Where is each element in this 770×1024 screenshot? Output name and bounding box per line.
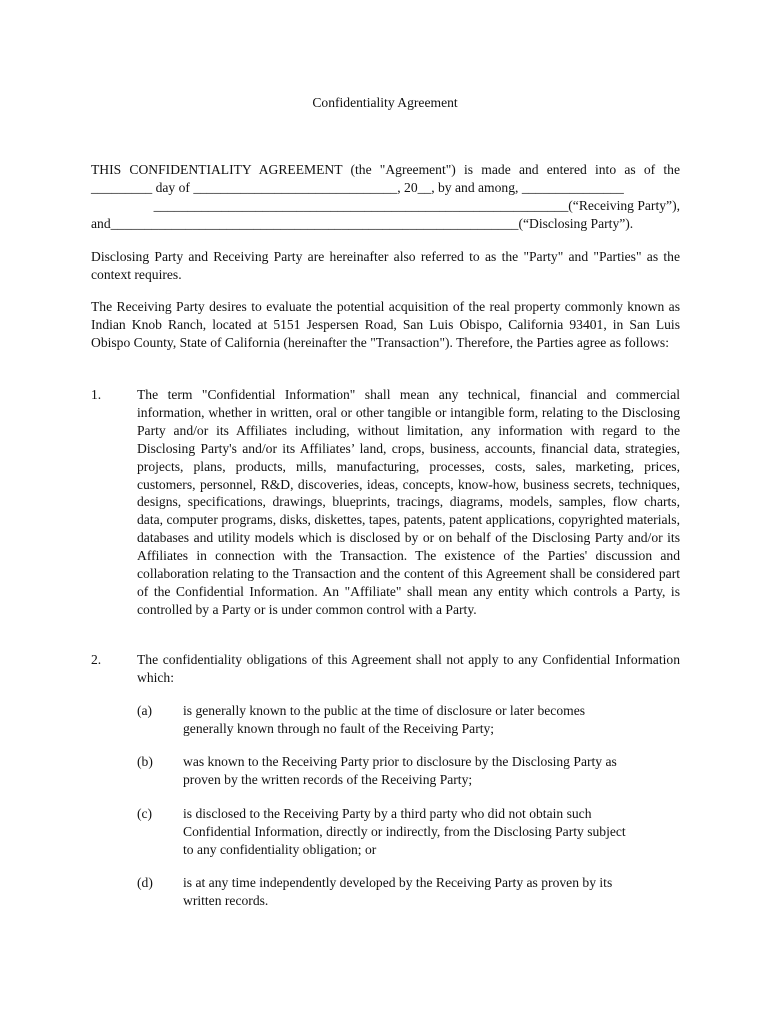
preamble [91,161,680,233]
subclause-line: is disclosed to the Receiving Party by a third party who did not obtain such [183,806,592,821]
document-title: Confidentiality Agreement [312,95,458,110]
clause-text: The confidentiality obligations of this Agreement shall not apply to any Confidential Information which: [137,652,680,685]
clause-text: The term "Confidential Information" shall mean any technical, financial and commercial information, whether in written, oral or other tangible or intangible form, relating to the Disclosing Party and/or its Affiliates including, without limitation, any information with regard to the Disclosing Party's and/or its Affiliates’ land, crops, business, accounts, financial data, strategies, projects, plans, products, mills, manufacturing, processes, costs, sales, marketing, prices, customers, personnel, R&D, discoveries, ideas, concepts, know-how, business secrets, techniques, designs, specifications, drawings, blueprints, tracings, diagrams, models, samples, flow charts, data, computer programs, disks, diskettes, tapes, patents, patent applications, copyrighted materials, databases and utility models which is disclosed by or on behalf of the Disclosing Party and/or its Affiliates in connection with the Transaction. The existence of the Parties' discussion and collaboration relating to the Transaction and the content of this Agreement shall be considered part of the Confidential Information. An "Affiliate" shall mean any entity which controls a Party, is controlled by a Party or is under common control with a Party. [137,387,680,617]
subclause-line: to any confidentiality obligation; or [183,841,377,857]
subclause-line: written records. [183,892,269,908]
clause-number: 2. [91,652,102,667]
subclause-line: is generally known to the public at the time of disclosure or later becomes [183,703,586,718]
subclause-label: (c) [137,806,153,821]
subclause-line: proven by the written records of the Receiving Party; [183,771,473,787]
clause-2 [91,651,680,687]
subclause-b [137,753,680,789]
subclause-label: (d) [137,875,153,890]
preamble-line-2: _________ day of ______________________________, 20__, by and among, _______________ [91,179,624,195]
subclause-line: was known to the Receiving Party prior to disclosure by the Disclosing Party as [183,754,617,769]
subclause-line: generally known through no fault of the Receiving Party; [183,720,495,736]
preamble-line-1: THIS CONFIDENTIALITY AGREEMENT (the "Agreement") is made and entered into as of the [91,162,680,177]
subclause-label: (b) [137,754,153,769]
subclause-line: is at any time independently developed by the Receiving Party as proven by its [183,875,613,890]
clause-number: 1. [91,387,102,402]
subclause-d [137,874,680,910]
transaction-paragraph: The Receiving Party desires to evaluate the potential acquisition of the real property commonly known as Indian Knob Ranch, located at 5151 Jespersen Road, San Luis Obispo, California 93401, in San Luis Obispo County, State of California (hereinafter the "Transaction"). Therefore, the Parties agree as follows: [91,299,680,350]
parties-paragraph: Disclosing Party and Receiving Party are hereinafter also referred to as the "Party" and "Parties" as the context requires. [91,249,680,282]
subclause-label: (a) [137,703,153,718]
subclause-a [137,702,680,738]
subclause-c [137,805,680,859]
clause-1 [91,386,680,619]
preamble-line-3: _____________________________________________________________(“Receiving Party”), [153,197,680,213]
preamble-line-4: and____________________________________________________________(“Disclosing Party”). [91,215,634,231]
subclause-line: Confidential Information, directly or indirectly, from the Disclosing Party subject [183,823,626,839]
